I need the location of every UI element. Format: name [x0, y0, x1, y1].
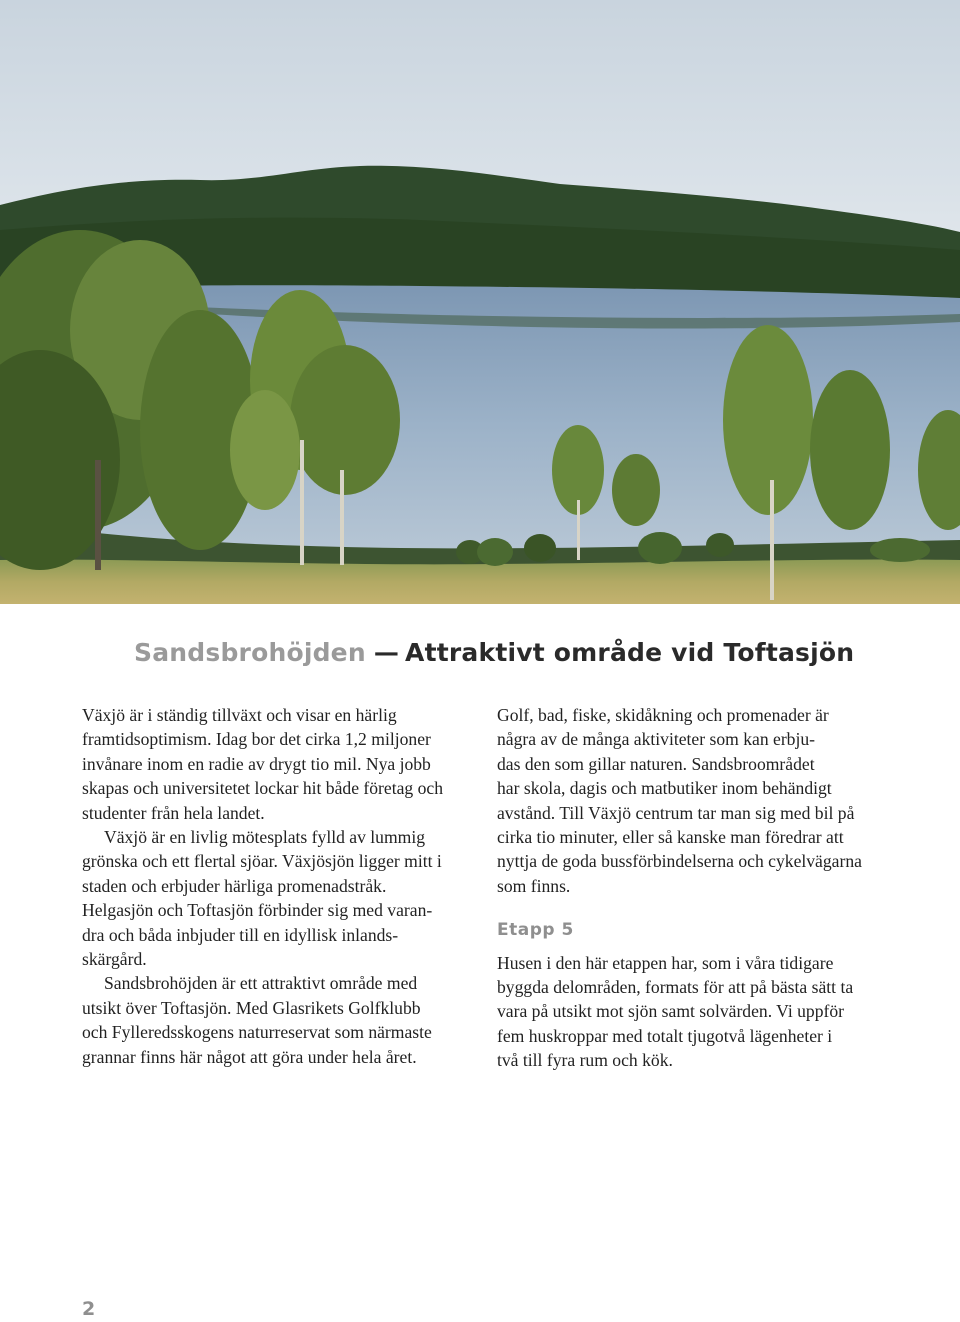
- text-line: byggda delområden, formats för att på bästa sätt ta: [497, 977, 854, 998]
- body-column-right: [497, 703, 892, 1073]
- text-line: staden och erbjuder härliga promenadstråk.: [82, 875, 387, 896]
- text-line: Växjö är i ständig tillväxt och visar en härlig: [82, 705, 397, 725]
- text-line: das den som gillar naturen. Sandsbroområdet: [497, 753, 815, 774]
- text-line: fem huskroppar med totalt tjugotvå lägenheter i: [497, 1025, 833, 1046]
- left-paragraph-3: [82, 971, 474, 1069]
- body-column-left: [82, 703, 474, 1069]
- text-line: nyttja de goda bussförbindelserna och cykelvägarna: [497, 851, 862, 872]
- text-line: studenter från hela landet.: [82, 802, 265, 823]
- text-line: skärgård.: [82, 949, 147, 970]
- section-heading-etapp: Etapp 5: [497, 920, 574, 941]
- text-line: Helgasjön och Toftasjön förbinder sig med varan-: [82, 900, 433, 921]
- text-line: avstånd. Till Växjö centrum tar man sig med bil på: [497, 802, 855, 823]
- right-paragraph-1: [497, 703, 892, 898]
- lake-landscape-illustration: [0, 0, 960, 604]
- meadow: [0, 559, 960, 604]
- text-line: cirka tio minuter, eller så kanske man föredrar att: [497, 827, 844, 848]
- text-line: Husen i den här etappen har, som i våra tidigare: [497, 952, 834, 973]
- text-line: framtidsoptimism. Idag bor det cirka 1,2 miljoner: [82, 729, 431, 750]
- text-line: Golf, bad, fiske, skidåkning och promenader är: [497, 705, 829, 725]
- text-line: skapas och universitetet lockar hit både företag och: [82, 778, 444, 799]
- left-paragraph-2: [82, 825, 474, 971]
- left-paragraph-1: [82, 703, 474, 825]
- text-line: Växjö är en livlig mötesplats fylld av lummig: [104, 827, 426, 848]
- text-line: utsikt över Toftasjön. Med Glasrikets Golfklubb: [82, 997, 421, 1018]
- text-line: och Fylleredsskogens naturreservat som närmaste: [82, 1022, 432, 1043]
- headline-dash: —: [373, 638, 400, 667]
- headline-subtitle: Attraktivt område vid Toftasjön: [405, 638, 855, 667]
- text-line: som finns.: [497, 875, 571, 896]
- text-line: dra och båda inbjuder till en idyllisk inlands-: [82, 924, 399, 945]
- text-line: två till fyra rum och kök.: [497, 1050, 673, 1071]
- text-line: Sandsbrohöjden är ett attraktivt område med: [104, 973, 418, 994]
- text-line: vara på utsikt mot sjön samt solvärden. Vi uppför: [497, 1001, 845, 1022]
- headline-area-name: Sandsbrohöjden: [134, 638, 366, 667]
- right-paragraph-2: [497, 951, 892, 1073]
- text-line: grannar finns här något att göra under hela året.: [82, 1046, 417, 1067]
- page-number: 2: [82, 1298, 96, 1320]
- text-line: några av de många aktiviteter som kan erbju-: [497, 729, 816, 750]
- text-line: har skola, dagis och matbutiker inom behändigt: [497, 778, 832, 799]
- text-line: grönska och ett flertal sjöar. Växjösjön ligger mitt i: [82, 851, 442, 872]
- hero-photo-lake-landscape: [0, 0, 960, 604]
- text-line: invånare inom en radie av drygt tio mil. Nya jobb: [82, 753, 431, 774]
- page-headline: [134, 638, 934, 667]
